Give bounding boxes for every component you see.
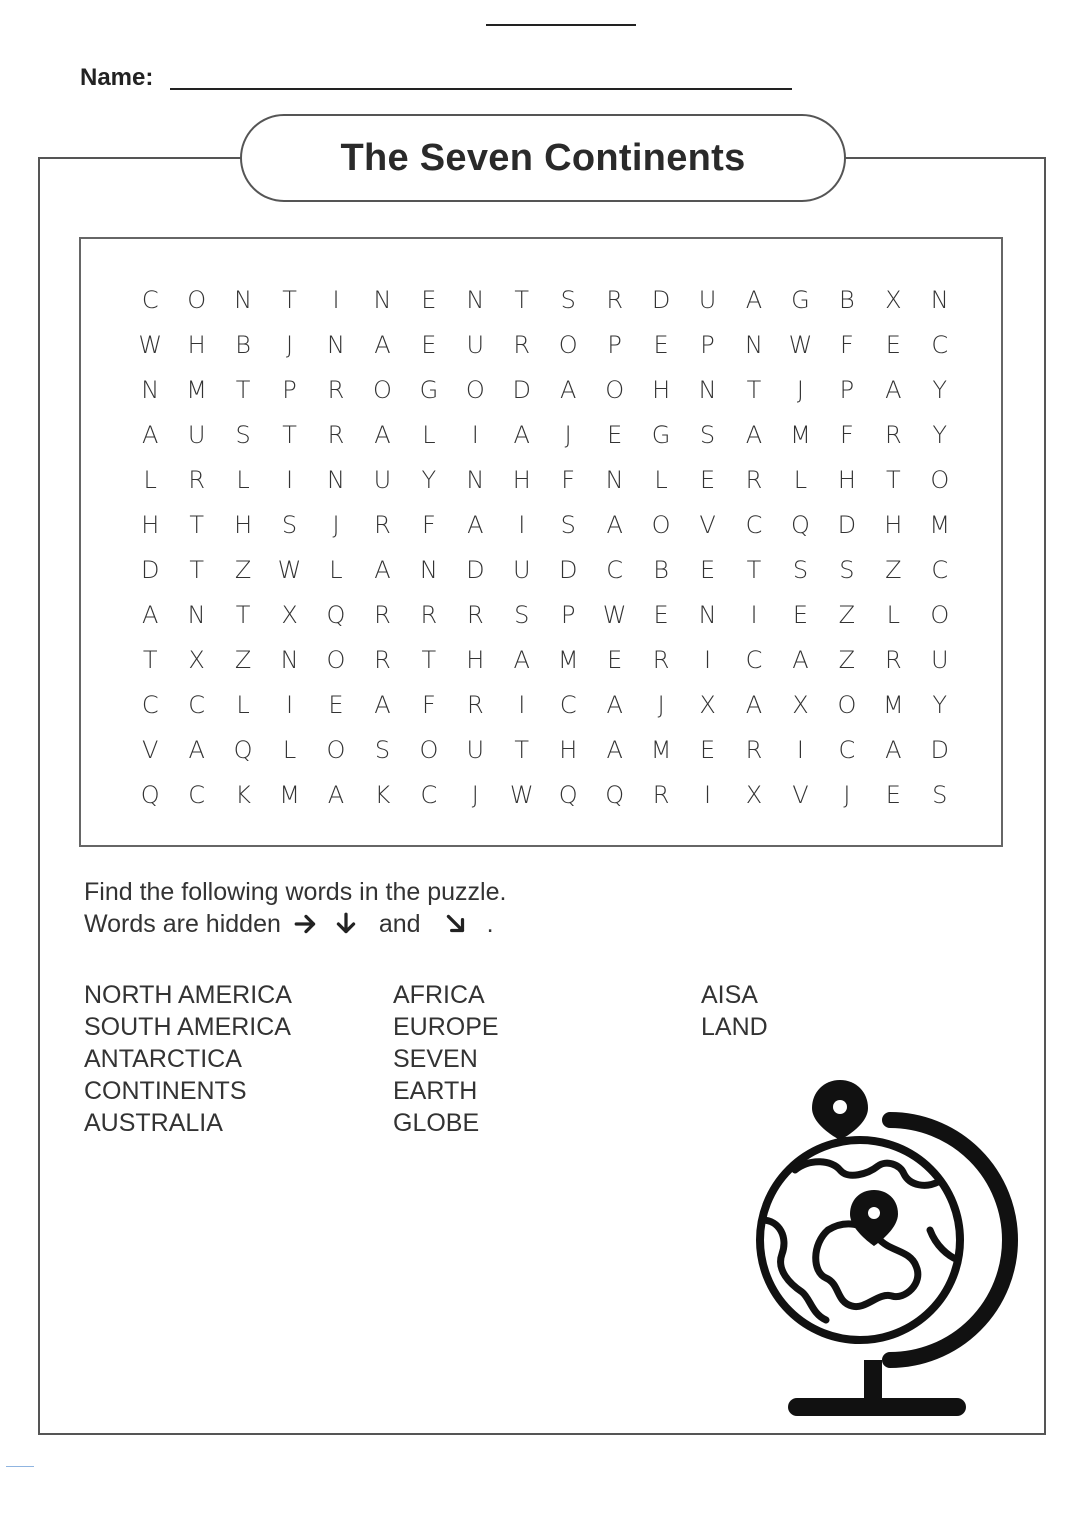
grid-cell[interactable]: I bbox=[518, 690, 526, 719]
grid-cell[interactable]: H bbox=[466, 645, 485, 674]
grid-cell[interactable]: A bbox=[188, 735, 205, 764]
grid-cell[interactable]: T bbox=[189, 510, 204, 539]
grid-cell[interactable]: L bbox=[143, 465, 157, 494]
grid-cell[interactable]: P bbox=[560, 600, 576, 629]
word-item: SEVEN bbox=[393, 1045, 478, 1073]
grid-cell[interactable]: D bbox=[558, 555, 578, 584]
grid-cell[interactable]: L bbox=[422, 420, 436, 449]
arrow-down-right-icon bbox=[441, 909, 471, 939]
grid-cell[interactable]: C bbox=[188, 780, 206, 809]
grid-cell[interactable]: H bbox=[141, 510, 160, 539]
grid-cell[interactable]: D bbox=[837, 510, 857, 539]
grid-cell[interactable]: A bbox=[374, 690, 391, 719]
grid-cell[interactable]: C bbox=[141, 285, 159, 314]
grid-cell[interactable]: M bbox=[882, 690, 904, 719]
grid-cell[interactable]: W bbox=[277, 555, 302, 584]
grid-cell[interactable]: T bbox=[282, 285, 297, 314]
grid-cell[interactable]: A bbox=[885, 735, 902, 764]
grid-cell[interactable]: Y bbox=[932, 420, 948, 449]
grid-cell[interactable]: V bbox=[142, 735, 159, 764]
grid-cell[interactable]: R bbox=[745, 465, 763, 494]
grid-cell[interactable]: O bbox=[326, 735, 346, 764]
grid-cell[interactable]: N bbox=[698, 600, 717, 629]
grid-cell[interactable]: I bbox=[332, 285, 340, 314]
grid-cell[interactable]: X bbox=[281, 600, 298, 629]
grid-cell[interactable]: T bbox=[746, 375, 762, 404]
grid-cell[interactable]: I bbox=[704, 645, 712, 674]
grid-cell[interactable]: B bbox=[235, 330, 251, 359]
grid-cell[interactable]: E bbox=[653, 330, 669, 359]
instructions-line-1: Find the following words in the puzzle. bbox=[84, 878, 507, 906]
grid-cell[interactable]: X bbox=[792, 690, 809, 719]
grid-cell[interactable]: E bbox=[885, 780, 901, 809]
grid-cell[interactable]: S bbox=[839, 555, 855, 584]
grid-cell[interactable]: A bbox=[374, 330, 391, 359]
grid-cell[interactable]: U bbox=[512, 555, 531, 584]
grid-cell[interactable]: R bbox=[374, 510, 391, 539]
grid-cell[interactable]: A bbox=[606, 735, 623, 764]
grid-cell[interactable]: C bbox=[606, 555, 624, 584]
grid-cell[interactable]: Y bbox=[932, 690, 948, 719]
grid-cell[interactable]: C bbox=[931, 555, 949, 584]
grid-cell[interactable]: A bbox=[142, 600, 159, 629]
grid-cell[interactable]: C bbox=[188, 690, 206, 719]
grid-cell[interactable]: E bbox=[792, 600, 809, 629]
grid-cell[interactable]: N bbox=[605, 465, 624, 494]
grid-cell[interactable]: K bbox=[374, 780, 391, 809]
grid-cell[interactable]: A bbox=[560, 375, 577, 404]
grid-cell[interactable]: L bbox=[793, 465, 808, 494]
grid-cell[interactable]: I bbox=[704, 780, 712, 809]
arrow-right-icon bbox=[291, 909, 321, 939]
grid-cell[interactable]: E bbox=[699, 555, 716, 584]
grid-cell[interactable]: S bbox=[514, 600, 530, 629]
grid-cell[interactable]: N bbox=[280, 645, 299, 674]
grid-cell[interactable]: X bbox=[745, 780, 763, 809]
grid-cell[interactable]: F bbox=[421, 510, 436, 539]
grid-cell[interactable]: G bbox=[419, 375, 439, 404]
grid-cell[interactable]: I bbox=[286, 690, 294, 719]
letter-grid bbox=[127, 277, 963, 817]
instructions-prefix: Words are hidden bbox=[84, 910, 281, 938]
word-item: GLOBE bbox=[393, 1109, 480, 1137]
name-label: Name: bbox=[80, 64, 154, 91]
grid-cell[interactable]: E bbox=[699, 735, 716, 764]
grid-cell[interactable]: I bbox=[750, 600, 758, 629]
grid-cell[interactable]: B bbox=[653, 555, 669, 584]
grid-cell[interactable]: J bbox=[286, 330, 294, 359]
grid-cell[interactable]: H bbox=[652, 375, 671, 404]
grid-cell[interactable]: S bbox=[374, 735, 391, 764]
grid-cell[interactable]: H bbox=[234, 510, 253, 539]
grid-cell[interactable]: S bbox=[281, 510, 298, 539]
grid-cell[interactable]: D bbox=[466, 555, 485, 584]
grid-cell[interactable]: T bbox=[421, 645, 437, 674]
grid-cell[interactable]: M bbox=[186, 375, 208, 404]
grid-cell[interactable]: L bbox=[236, 690, 250, 719]
grid-cell[interactable]: H bbox=[884, 510, 903, 539]
grid-cell[interactable]: O bbox=[651, 510, 671, 539]
top-rule bbox=[486, 24, 636, 26]
grid-cell[interactable]: R bbox=[466, 690, 484, 719]
grid-cell[interactable]: R bbox=[420, 600, 438, 629]
grid-cell[interactable]: S bbox=[235, 420, 251, 449]
grid-cell[interactable]: R bbox=[188, 465, 205, 494]
grid-cell[interactable]: Q bbox=[233, 735, 253, 764]
word-item: AFRICA bbox=[393, 981, 485, 1009]
grid-cell[interactable]: U bbox=[187, 420, 206, 449]
word-item: ANTARCTICA bbox=[84, 1045, 242, 1073]
word-list-column-3 bbox=[701, 979, 768, 1043]
word-item: LAND bbox=[701, 1013, 768, 1041]
grid-cell[interactable]: E bbox=[328, 690, 344, 719]
grid-cell[interactable]: R bbox=[327, 420, 345, 449]
grid-cell[interactable]: U bbox=[466, 330, 485, 359]
grid-cell[interactable]: P bbox=[607, 330, 622, 359]
grid-cell[interactable]: N bbox=[187, 600, 206, 629]
grid-cell[interactable]: T bbox=[189, 555, 204, 584]
grid-cell[interactable]: N bbox=[745, 330, 763, 359]
grid-cell[interactable]: D bbox=[512, 375, 531, 404]
grid-cell[interactable]: A bbox=[513, 420, 530, 449]
grid-cell[interactable]: S bbox=[699, 420, 716, 449]
grid-cell[interactable]: R bbox=[884, 420, 902, 449]
grid-cell[interactable]: W bbox=[788, 330, 813, 359]
grid-cell[interactable]: Z bbox=[234, 555, 252, 584]
grid-cell[interactable]: Q bbox=[790, 510, 810, 539]
grid-cell[interactable]: E bbox=[421, 330, 437, 359]
grid-cell[interactable]: O bbox=[837, 690, 857, 719]
grid-cell[interactable]: R bbox=[745, 735, 763, 764]
grid-cell[interactable]: A bbox=[885, 375, 902, 404]
grid-cell[interactable]: H bbox=[559, 735, 578, 764]
footer-mark bbox=[6, 1466, 34, 1467]
grid-cell[interactable]: R bbox=[374, 645, 391, 674]
grid-cell[interactable]: R bbox=[606, 285, 623, 314]
grid-cell[interactable]: Z bbox=[838, 600, 856, 629]
word-list-column-2 bbox=[393, 979, 499, 1139]
grid-cell[interactable]: A bbox=[745, 690, 763, 719]
instructions-period: . bbox=[486, 910, 494, 938]
grid-cell[interactable]: M bbox=[929, 510, 951, 539]
grid-cell[interactable]: G bbox=[791, 285, 810, 314]
name-input-line[interactable] bbox=[170, 88, 792, 90]
grid-cell[interactable]: L bbox=[654, 465, 668, 494]
word-item: AISA bbox=[701, 981, 758, 1009]
grid-cell[interactable]: M bbox=[650, 735, 672, 764]
grid-cell[interactable]: B bbox=[839, 285, 855, 314]
grid-cell[interactable]: F bbox=[839, 420, 854, 449]
grid-cell[interactable]: P bbox=[282, 375, 297, 404]
grid-cell[interactable]: P bbox=[700, 330, 715, 359]
globe-with-map-pins-icon bbox=[740, 1070, 1020, 1430]
grid-cell[interactable]: W bbox=[509, 780, 534, 809]
grid-cell[interactable]: L bbox=[329, 555, 343, 584]
grid-cell[interactable]: Y bbox=[932, 375, 948, 404]
name-row bbox=[80, 62, 792, 94]
grid-cell[interactable]: J bbox=[332, 510, 340, 539]
grid-cell[interactable]: S bbox=[792, 555, 809, 584]
grid-cell[interactable]: C bbox=[420, 780, 438, 809]
grid-cell[interactable]: C bbox=[745, 510, 763, 539]
grid-cell[interactable]: U bbox=[373, 465, 392, 494]
grid-cell[interactable]: A bbox=[792, 645, 809, 674]
grid-cell[interactable]: O bbox=[419, 735, 439, 764]
grid-cell[interactable]: T bbox=[746, 555, 762, 584]
grid-cell[interactable]: J bbox=[796, 375, 804, 404]
word-item: AUSTRALIA bbox=[84, 1109, 223, 1137]
grid-cell[interactable]: I bbox=[796, 735, 804, 764]
grid-cell[interactable]: F bbox=[561, 465, 576, 494]
grid-cell[interactable]: D bbox=[140, 555, 160, 584]
grid-cell[interactable]: Z bbox=[838, 645, 856, 674]
grid-cell[interactable]: A bbox=[374, 420, 391, 449]
grid-cell[interactable]: R bbox=[884, 645, 902, 674]
grid-cell[interactable]: S bbox=[560, 285, 576, 314]
grid-cell[interactable]: M bbox=[557, 645, 579, 674]
word-item: EUROPE bbox=[393, 1013, 499, 1041]
grid-cell[interactable]: X bbox=[885, 285, 902, 314]
grid-cell[interactable]: D bbox=[930, 735, 949, 764]
grid-cell[interactable]: T bbox=[235, 600, 251, 629]
grid-cell[interactable]: T bbox=[514, 285, 530, 314]
grid-cell[interactable]: G bbox=[651, 420, 671, 449]
grid-cell[interactable]: V bbox=[699, 510, 716, 539]
grid-cell[interactable]: O bbox=[326, 645, 346, 674]
instructions-and: and bbox=[378, 910, 421, 938]
grid-cell[interactable]: U bbox=[466, 735, 485, 764]
grid-cell[interactable]: N bbox=[466, 285, 485, 314]
grid-cell[interactable]: A bbox=[327, 780, 345, 809]
grid-cell[interactable]: E bbox=[885, 330, 901, 359]
grid-cell[interactable]: T bbox=[885, 465, 901, 494]
grid-cell[interactable]: Q bbox=[326, 600, 346, 629]
grid-cell[interactable]: C bbox=[745, 645, 763, 674]
grid-cell[interactable]: J bbox=[564, 420, 572, 449]
grid-cell[interactable]: O bbox=[930, 465, 950, 494]
grid-cell[interactable]: W bbox=[138, 330, 163, 359]
word-item: CONTINENTS bbox=[84, 1077, 247, 1105]
grid-cell[interactable]: C bbox=[838, 735, 856, 764]
grid-cell[interactable]: K bbox=[235, 780, 251, 809]
grid-cell[interactable]: A bbox=[513, 645, 530, 674]
grid-cell[interactable]: O bbox=[372, 375, 392, 404]
grid-cell[interactable]: R bbox=[466, 600, 484, 629]
grid-cell[interactable]: A bbox=[142, 420, 159, 449]
grid-cell[interactable]: H bbox=[187, 330, 206, 359]
grid-cell[interactable]: T bbox=[235, 375, 251, 404]
grid-cell[interactable]: L bbox=[236, 465, 250, 494]
grid-cell[interactable]: N bbox=[373, 285, 392, 314]
grid-cell[interactable]: O bbox=[930, 600, 950, 629]
grid-cell[interactable]: T bbox=[514, 735, 530, 764]
title-banner bbox=[240, 114, 846, 202]
grid-cell[interactable]: Q bbox=[140, 780, 160, 809]
grid-cell[interactable]: J bbox=[657, 690, 665, 719]
grid-cell[interactable]: C bbox=[141, 690, 159, 719]
grid-cell[interactable]: O bbox=[465, 375, 485, 404]
grid-cell[interactable]: S bbox=[560, 510, 576, 539]
grid-cell[interactable]: R bbox=[327, 375, 345, 404]
grid-cell[interactable]: N bbox=[141, 375, 160, 404]
grid-cell[interactable]: C bbox=[931, 330, 949, 359]
grid-cell[interactable]: R bbox=[513, 330, 531, 359]
arrow-down-icon bbox=[331, 909, 361, 939]
word-list-column-1 bbox=[84, 979, 292, 1139]
grid-cell[interactable]: H bbox=[512, 465, 531, 494]
grid-cell[interactable]: E bbox=[607, 420, 623, 449]
grid-cell[interactable]: H bbox=[837, 465, 856, 494]
page-title: The Seven Continents bbox=[340, 136, 746, 179]
grid-cell[interactable]: J bbox=[843, 780, 851, 809]
grid-cell[interactable]: U bbox=[930, 645, 949, 674]
instructions-line-2 bbox=[84, 908, 506, 940]
grid-cell[interactable]: C bbox=[559, 690, 577, 719]
grid-cell[interactable]: V bbox=[792, 780, 809, 809]
grid-cell[interactable]: T bbox=[282, 420, 297, 449]
grid-cell[interactable]: Q bbox=[558, 780, 578, 809]
grid-cell[interactable]: N bbox=[466, 465, 485, 494]
grid-cell[interactable]: I bbox=[518, 510, 526, 539]
word-item: EARTH bbox=[393, 1077, 478, 1105]
grid-cell[interactable]: L bbox=[886, 600, 901, 629]
grid-cell[interactable]: S bbox=[932, 780, 948, 809]
grid-cell[interactable]: N bbox=[698, 375, 717, 404]
grid-cell[interactable]: R bbox=[652, 780, 670, 809]
grid-cell[interactable]: Y bbox=[421, 465, 437, 494]
grid-cell[interactable]: T bbox=[142, 645, 158, 674]
instructions bbox=[84, 876, 506, 940]
grid-cell[interactable]: D bbox=[651, 285, 671, 314]
word-item: NORTH AMERICA bbox=[84, 981, 292, 1009]
grid-cell[interactable]: E bbox=[699, 465, 716, 494]
grid-cell[interactable]: A bbox=[606, 690, 623, 719]
grid-cell[interactable]: Z bbox=[234, 645, 252, 674]
grid-cell[interactable]: O bbox=[605, 375, 625, 404]
grid-cell[interactable]: P bbox=[839, 375, 855, 404]
grid-cell[interactable]: N bbox=[327, 330, 345, 359]
grid-cell[interactable]: J bbox=[471, 780, 479, 809]
grid-cell[interactable]: O bbox=[187, 285, 207, 314]
grid-cell[interactable]: I bbox=[471, 420, 479, 449]
grid-cell[interactable]: X bbox=[699, 690, 716, 719]
grid-cell[interactable]: M bbox=[790, 420, 811, 449]
grid-cell[interactable]: M bbox=[279, 780, 300, 809]
grid-cell[interactable]: F bbox=[421, 690, 436, 719]
grid-cell[interactable]: Q bbox=[605, 780, 625, 809]
grid-cell[interactable]: R bbox=[374, 600, 391, 629]
grid-cell[interactable]: Z bbox=[885, 555, 902, 584]
grid-cell[interactable]: A bbox=[374, 555, 391, 584]
grid-cell[interactable]: A bbox=[606, 510, 623, 539]
grid-cell[interactable]: A bbox=[467, 510, 484, 539]
grid-cell[interactable]: E bbox=[653, 600, 669, 629]
grid-cell[interactable]: E bbox=[607, 645, 623, 674]
grid-cell[interactable]: L bbox=[282, 735, 297, 764]
word-item: SOUTH AMERICA bbox=[84, 1013, 291, 1041]
grid-cell[interactable]: F bbox=[839, 330, 854, 359]
grid-cell[interactable]: U bbox=[698, 285, 717, 314]
grid-cell[interactable]: R bbox=[652, 645, 670, 674]
grid-cell[interactable]: O bbox=[558, 330, 578, 359]
grid-cell[interactable]: A bbox=[745, 285, 763, 314]
grid-cell[interactable]: I bbox=[286, 465, 294, 494]
grid-cell[interactable]: N bbox=[930, 285, 949, 314]
grid-cell[interactable]: A bbox=[745, 420, 763, 449]
grid-cell[interactable]: N bbox=[419, 555, 438, 584]
grid-cell[interactable]: W bbox=[602, 600, 627, 629]
grid-cell[interactable]: E bbox=[421, 285, 437, 314]
grid-cell[interactable]: N bbox=[234, 285, 253, 314]
grid-cell[interactable]: X bbox=[188, 645, 205, 674]
grid-cell[interactable]: N bbox=[327, 465, 345, 494]
